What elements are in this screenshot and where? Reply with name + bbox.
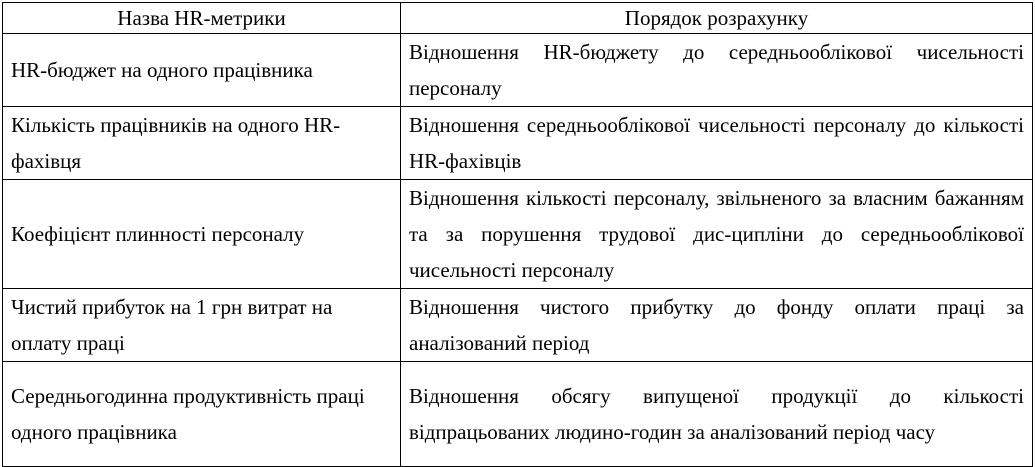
table-row (3, 34, 1033, 107)
table-row (3, 289, 1033, 362)
table-row (3, 107, 1033, 180)
metric-name-cell: Кількість працівників на одного HR-фахівця (3, 107, 401, 180)
metric-name-cell: HR-бюджет на одного працівника (3, 34, 401, 107)
table-header-row (3, 3, 1033, 34)
header-metric-name: Назва HR-метрики (3, 3, 401, 34)
metric-name-cell: Чистий прибуток на 1 грн витрат на оплату праці (3, 289, 401, 362)
calculation-cell: Відношення кількості персоналу, звільненого за власним бажанням та за порушення трудової дис-ципліни до середньооблікової чисельності персоналу (401, 180, 1033, 289)
metric-name-cell: Коефіцієнт плинності персоналу (3, 180, 401, 289)
calculation-cell: Відношення HR-бюджету до середньооблікової чисельності персоналу (401, 34, 1033, 107)
calculation-cell: Відношення середньооблікової чисельності персоналу до кількості HR-фахівців (401, 107, 1033, 180)
table-row (3, 362, 1033, 467)
table-row (3, 180, 1033, 289)
header-calculation: Порядок розрахунку (401, 3, 1033, 34)
calculation-cell: Відношення чистого прибутку до фонду оплати праці за аналізований період (401, 289, 1033, 362)
hr-metrics-table (2, 2, 1033, 467)
calculation-cell: Відношення обсягу випущеної продукції до кількості відпрацьованих людино-годин за аналізований період часу (401, 362, 1033, 467)
metric-name-cell: Середньогодинна продуктивність праці одного працівника (3, 362, 401, 467)
